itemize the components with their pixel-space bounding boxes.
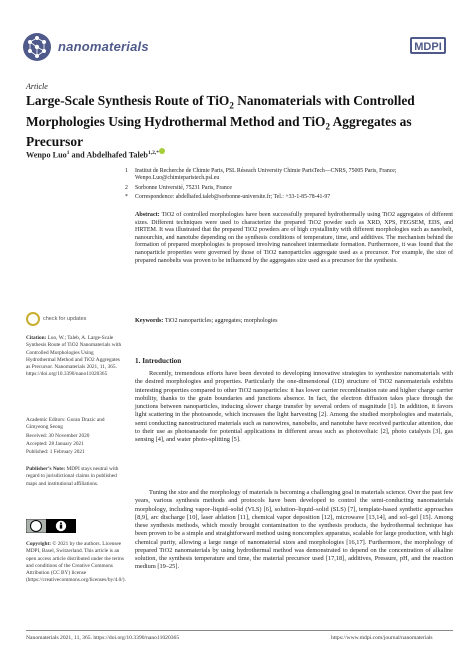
footer-journal-link[interactable]: https://www.mdpi.com/journal/nanomaterials — [331, 635, 433, 641]
publisher-note: Publisher’s Note: MDPI stays neutral with regard to jurisdictional claims in published maps and institutional affiliations. — [26, 466, 119, 487]
academic-editors: Academic Editors: Goran Drazic and Gimyeong Seong — [26, 417, 105, 431]
section-heading: 1. Introduction — [135, 357, 182, 365]
affiliation: 1 Institut de Recherche de Chimie Paris, PSL Réseach University Chimie ParisTech—CNRS, 75005 Paris, France; Wenpo.Luo@chimieparistech.psl.eu — [125, 168, 397, 181]
copyright: Copyright: © 2021 by the authors. Licensee MDPI, Basel, Switzerland. This article is an open access article distributed under the terms and conditions of the Creative Commons Attribution (CC BY) license (https://creativecommons.org/licenses/by/4.0/). — [26, 541, 126, 584]
abstract: Abstract: TiO2 of controlled morphologies have been successfully prepared hydrothermally using TiO2 aggregates of different sizes. Different techniques were used to characterize the prepared TiO2 powder such as XRD, XPS, FEGSEM, EDS, and HRTEM. It was illustrated that the prepared TiO2 powders are of high crystallinity with different morphologies such as nanobelt, nanourchin, and nanotube depending on the synthesis conditions of temperature, time, and additives. The mechanism behind the formation of prepared morphologies is proposed involving nanosheet intermediate formation. Furthermore, it was found that the nanoparticle properties were governed by those of TiO2 nanoparticles aggregate used as a precursor. For example, the size of prepared nanobelts was proven to be influenced by the aggregates size used as a precursor for the synthesis. — [135, 212, 453, 264]
keywords: Keywords: TiO2 nanoparticles; aggregates; morphologies — [135, 318, 278, 324]
published-date: Published: 1 February 2021 — [26, 449, 85, 455]
orcid-icon[interactable] — [159, 148, 165, 154]
author-name[interactable]: Wenpo Luo — [26, 150, 67, 160]
received-date: Received: 30 November 2020 — [26, 433, 90, 439]
mdpi-logo[interactable]: MDPI — [410, 37, 446, 54]
affiliation: 2 Sorbonne Université, 75231 Paris, France — [125, 185, 232, 191]
accepted-date: Accepted: 28 January 2021 — [26, 441, 84, 447]
intro-paragraph: Tuning the size and the morphology of materials is becoming a challenging goal in materials science. Over the past few years, various synthesis methods and protocols have been developed to control the semi-conducting nanomaterials morphology, including vapor–liquid–solid (VLS) [6], solution–liquid–solid (SLS) [7], template-based synthetic approaches [8,9], arc discharge [10], laser ablation [11], chemical vapor deposition [12], microwave [13,14], and sol–gel [15]. Among these synthesis methods, which mostly brought contamination to the synthesis products, the hydrothermal technique has been proven to be a simple and straightforward method using noncomplex apparatus, scalable for large production, with high chemical purity, allowing a large range of nanomaterial sizes and morphologies [16,17]. Furthermore, the morphology of prepared TiO2 nanomaterials by using hydrothermal method was demonstrated to depend on the concentration of alkaline solution, the synthesis temperature and time, the material precursor used [17,18], additives, Pressure, pH, and the reaction medium [19–25]. — [135, 489, 453, 571]
intro-paragraph: Recently, tremendous efforts have been devoted to developing innovative strategies to synthesize nanomaterials with the desired morphologies and properties. Particularly the one-dimensional (1D) structure of TiO2 nanomaterials exhibits interesting properties compared to other TiO2 nanoparticles: it has lower carrier recombination rate and higher charge carrier mobility, thanks to the grain boundaries and junctions absence. In fact, the electron diffusion takes place through the junctions between nanoparticles, inducing slower charge transfer by several orders of magnitude [1]. In addition, it favors light scattering in the photoanode, which increases the light harvesting [2]. Among the studied morphologies and materials, semi conducting nanostructured materials such as nanowires, nanobelts, and nanotube have received particular attention, due to their use as photoanaode for potential applications in different areas such as photovoltaic [2], photo catalysis [3], gas sensing [4], and water photo-splitting [5]. — [135, 370, 453, 443]
cc-by-icon[interactable] — [26, 519, 76, 533]
article-title: Large-Scale Synthesis Route of TiO$_2$ Nanomaterials with Controlled Morphologies Using Hydrothermal Method and TiO$_2$ Aggregates as Precursor — [26, 93, 415, 150]
nanomaterials-logo-icon — [22, 32, 52, 62]
affiliation: * Correspondence: abdelhafed.taleb@sorbonne-universite.fr; Tel.: +33-1-85-78-41-97 — [125, 194, 331, 200]
author-list: Wenpo Luo$^1$ and Abdelhafed Taleb$^{1,2,*}$ — [26, 148, 165, 160]
journal-name: nanomaterials — [58, 39, 149, 54]
footer-citation[interactable]: Nanomaterials 2021, 11, 365. https://doi.org/10.3390/nano11020365 — [26, 635, 180, 641]
article-type: Article — [26, 82, 48, 91]
check-for-updates-button[interactable]: check for updates — [26, 310, 86, 328]
citation: Citation: Luo, W.; Taleb, A. Large-Scale Synthesis Route of TiO2 Nanomaterials with Controlled Morphologies Using Hydrothermal Method and TiO2 Aggregates as Precursor. Nanomaterials 2021, 11, 365. https://doi.org/10.3390/nano11020365 — [26, 335, 122, 378]
footer-divider — [26, 630, 453, 631]
check-updates-icon — [26, 312, 40, 326]
author-name[interactable]: Abdelhafed Taleb — [86, 150, 148, 160]
